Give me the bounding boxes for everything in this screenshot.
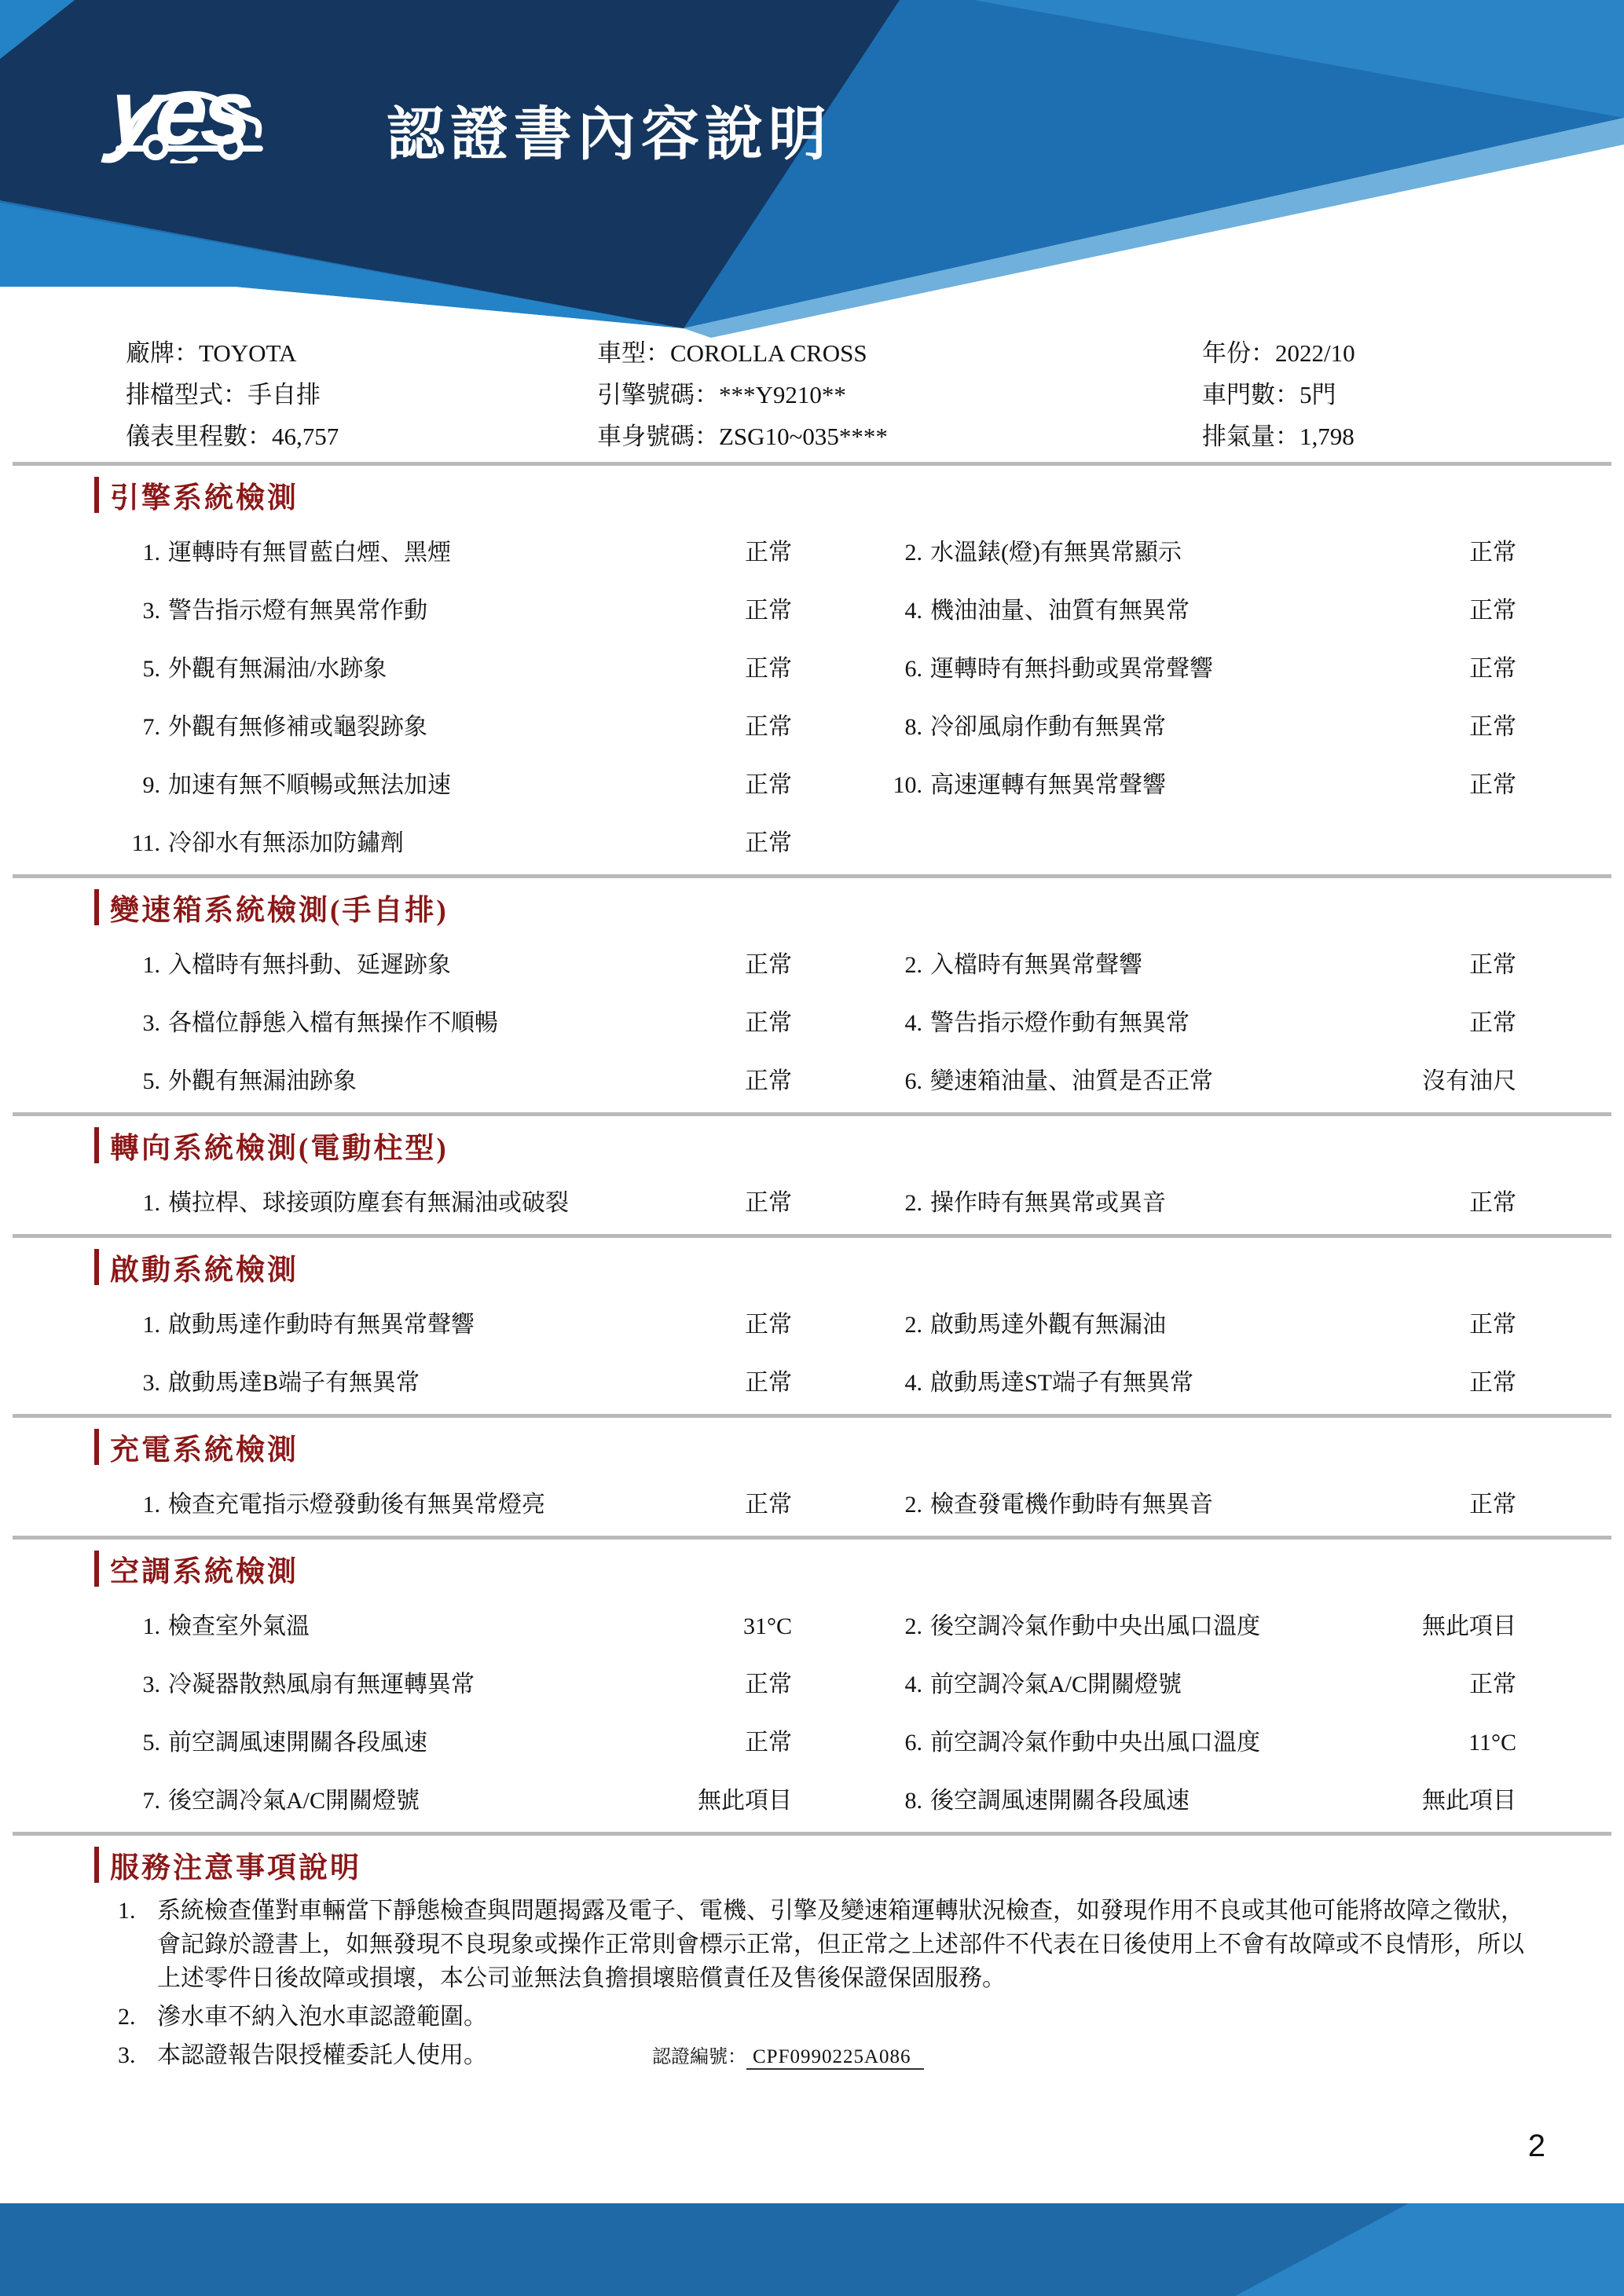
item-label: 變速箱油量、油質是否正常	[930, 1068, 1213, 1094]
item-number: 6.	[904, 656, 922, 682]
item-result: 正常	[1469, 598, 1516, 624]
item-result: 正常	[1469, 1312, 1516, 1338]
item-number: 4.	[904, 1010, 922, 1036]
item-result: 正常	[745, 1010, 792, 1036]
field-label: 年份：	[1202, 339, 1275, 367]
item-number: 4.	[904, 1370, 922, 1396]
item-result: 正常	[1469, 1672, 1516, 1697]
section-title: 啟動系統檢測	[110, 1254, 299, 1287]
check-item	[880, 765, 1516, 800]
vehicle-info-grid	[0, 332, 1624, 457]
item-number: 5.	[142, 656, 160, 682]
check-item	[880, 591, 1516, 625]
field-value: ZSG10~035****	[719, 423, 888, 450]
item-result: 正常	[745, 1730, 792, 1756]
section-divider	[13, 1414, 1611, 1418]
item-result: 正常	[745, 656, 792, 682]
section-header	[94, 1127, 1624, 1163]
section-header	[94, 477, 1624, 513]
section	[0, 1551, 1624, 1827]
check-item	[880, 1061, 1516, 1096]
vehicle-info-field	[126, 374, 597, 416]
item-label: 檢查充電指示燈發動後有無異常燈亮	[168, 1492, 545, 1518]
item-label: 運轉時有無冒藍白煙、黑煙	[168, 540, 451, 566]
section-header	[94, 889, 1624, 925]
section-title: 轉向系統檢測(電動柱型)	[110, 1133, 449, 1165]
notes-header	[94, 1847, 1624, 1883]
item-label: 外觀有無修補或龜裂跡象	[168, 714, 427, 740]
item-number: 2.	[904, 1190, 922, 1216]
notes-section	[0, 1847, 1624, 2074]
check-item	[118, 649, 792, 683]
field-value: TOYOTA	[199, 339, 297, 367]
field-label: 排檔型式：	[126, 381, 247, 408]
section	[0, 1429, 1624, 1531]
item-label: 冷凝器散熱風扇有無運轉異常	[168, 1672, 475, 1697]
note-number: 2.	[118, 2004, 136, 2030]
item-number: 11.	[131, 830, 160, 856]
field-label: 引擎號碼：	[597, 381, 719, 408]
field-label: 儀表里程數：	[126, 423, 272, 450]
check-item	[880, 1305, 1516, 1339]
check-item	[118, 823, 792, 858]
note-number: 3.	[118, 2042, 136, 2068]
note-number: 1.	[118, 1898, 136, 1924]
field-label: 排氣量：	[1202, 423, 1300, 450]
item-label: 啟動馬達B端子有無異常	[168, 1370, 420, 1396]
section-divider	[13, 1536, 1611, 1540]
field-label: 車型：	[597, 339, 670, 367]
item-label: 冷卻風扇作動有無異常	[930, 714, 1166, 740]
item-label: 啟動馬達外觀有無漏油	[930, 1312, 1166, 1338]
certificate-number-field	[652, 2038, 924, 2074]
item-label: 外觀有無漏油跡象	[168, 1068, 357, 1094]
check-item	[118, 1061, 792, 1096]
item-number: 8.	[904, 714, 922, 740]
item-number: 4.	[904, 1672, 922, 1697]
note-text: 本認證報告限授權委託人使用。	[157, 2042, 487, 2068]
item-number: 5.	[142, 1068, 160, 1094]
sections	[0, 462, 1624, 1827]
item-result: 無此項目	[1422, 1613, 1516, 1639]
item-number: 2.	[904, 540, 922, 566]
item-number: 1.	[142, 1190, 160, 1216]
yes-logo	[104, 60, 254, 164]
check-item	[118, 1664, 792, 1699]
field-label: 車門數：	[1202, 381, 1300, 408]
item-label: 機油油量、油質有無異常	[930, 598, 1190, 624]
item-result: 正常	[1469, 1370, 1516, 1396]
check-item	[118, 945, 792, 980]
item-result: 正常	[745, 1312, 792, 1338]
check-item	[880, 1781, 1516, 1815]
item-number: 6.	[904, 1068, 922, 1094]
check-item	[880, 649, 1516, 683]
check-item	[880, 1485, 1516, 1519]
item-label: 啟動馬達ST端子有無異常	[930, 1370, 1194, 1396]
section-divider	[13, 1234, 1611, 1238]
item-result: 正常	[1469, 714, 1516, 740]
check-item	[880, 1003, 1516, 1038]
check-item	[118, 1305, 792, 1339]
item-label: 警告指示燈有無異常作動	[168, 598, 427, 624]
section-title: 服務注意事項說明	[110, 1852, 361, 1884]
item-result: 正常	[745, 714, 792, 740]
section-red-bar	[94, 1847, 99, 1883]
item-label: 後空調冷氣作動中央出風口溫度	[930, 1613, 1260, 1639]
note-text: 滲水車不納入泡水車認證範圍。	[157, 2004, 487, 2030]
certificate-number-value: CPF0990225A086	[746, 2046, 924, 2070]
item-number: 1.	[142, 1312, 160, 1338]
vehicle-info-field	[1202, 374, 1530, 416]
check-item	[880, 1664, 1516, 1699]
field-value: 手自排	[247, 381, 321, 408]
item-result: 正常	[1469, 1492, 1516, 1518]
item-label: 水溫錶(燈)有無異常顯示	[930, 540, 1182, 566]
section-title: 充電系統檢測	[110, 1434, 299, 1467]
item-result: 11°C	[1468, 1730, 1516, 1756]
section-red-bar	[94, 889, 99, 925]
item-number: 3.	[142, 1370, 160, 1396]
footer-band	[0, 2203, 1624, 2296]
check-item	[118, 1485, 792, 1519]
item-number: 7.	[142, 1788, 160, 1814]
item-label: 入檔時有無異常聲響	[930, 952, 1142, 978]
item-result: 正常	[1469, 1010, 1516, 1036]
item-result: 正常	[745, 952, 792, 978]
field-value: COROLLA CROSS	[670, 339, 867, 367]
section-divider	[13, 874, 1611, 878]
check-item	[118, 765, 792, 800]
section-red-bar	[94, 477, 99, 513]
item-number: 8.	[904, 1788, 922, 1814]
item-number: 2.	[904, 1492, 922, 1518]
item-label: 檢查發電機作動時有無異音	[930, 1492, 1213, 1518]
certificate-number-label: 認證編號：	[652, 2047, 746, 2067]
item-result: 正常	[1469, 540, 1516, 566]
item-result: 正常	[1469, 1190, 1516, 1216]
page-number: 2	[1527, 2129, 1545, 2163]
item-label: 冷卻水有無添加防鏽劑	[168, 830, 404, 856]
check-item	[118, 1723, 792, 1757]
item-number: 1.	[142, 1492, 160, 1518]
check-item	[880, 1723, 1516, 1757]
item-number: 4.	[904, 598, 922, 624]
section-title: 變速箱系統檢測(手自排)	[110, 895, 449, 927]
section-header	[94, 1551, 1624, 1587]
car-outline-icon	[115, 69, 264, 163]
item-number: 3.	[142, 1672, 160, 1697]
item-result: 正常	[745, 1068, 792, 1094]
check-item	[880, 1606, 1516, 1641]
check-item	[880, 1183, 1516, 1218]
section-red-bar	[94, 1127, 99, 1163]
item-number: 1.	[142, 952, 160, 978]
field-value: 1,798	[1300, 423, 1355, 450]
item-result: 正常	[745, 1190, 792, 1216]
check-item	[880, 707, 1516, 742]
note-item	[118, 2038, 1530, 2074]
item-result: 正常	[745, 772, 792, 798]
check-item	[118, 1781, 792, 1815]
check-item	[118, 707, 792, 742]
item-result: 正常	[1469, 952, 1516, 978]
section-divider	[13, 462, 1611, 466]
item-number: 3.	[142, 1010, 160, 1036]
item-result: 正常	[745, 1672, 792, 1697]
check-item	[880, 533, 1516, 567]
field-value: 2022/10	[1275, 339, 1355, 367]
check-item	[118, 533, 792, 567]
field-label: 車身號碼：	[597, 423, 719, 450]
check-item	[118, 591, 792, 625]
item-label: 操作時有無異常或異音	[930, 1190, 1166, 1216]
item-label: 入檔時有無抖動、延遲跡象	[168, 952, 451, 978]
page-title: 認證書內容說明	[387, 101, 832, 167]
item-label: 檢查室外氣溫	[168, 1613, 310, 1639]
section-header	[94, 1249, 1624, 1285]
item-label: 橫拉桿、球接頭防塵套有無漏油或破裂	[168, 1190, 569, 1216]
section-red-bar	[94, 1429, 99, 1465]
section	[0, 1127, 1624, 1229]
footer-art	[0, 2203, 1624, 2296]
item-label: 前空調冷氣A/C開關燈號	[930, 1672, 1182, 1697]
item-number: 2.	[904, 1312, 922, 1338]
section-header	[94, 1429, 1624, 1465]
item-result: 正常	[745, 598, 792, 624]
section-divider	[13, 1112, 1611, 1116]
field-value: 46,757	[272, 423, 339, 450]
item-label: 後空調冷氣A/C開關燈號	[168, 1788, 420, 1814]
item-number: 10.	[893, 772, 922, 798]
section-title: 引擎系統檢測	[110, 482, 299, 514]
field-label: 廠牌：	[126, 339, 199, 367]
section	[0, 889, 1624, 1108]
item-label: 各檔位靜態入檔有無操作不順暢	[168, 1010, 498, 1036]
item-result: 正常	[1469, 772, 1516, 798]
item-number: 7.	[142, 714, 160, 740]
item-label: 運轉時有無抖動或異常聲響	[930, 656, 1213, 682]
vehicle-info-field	[1202, 416, 1530, 457]
item-label: 警告指示燈作動有無異常	[930, 1010, 1190, 1036]
item-result: 正常	[745, 1492, 792, 1518]
item-number: 2.	[904, 952, 922, 978]
vehicle-info-field	[126, 416, 597, 457]
item-label: 前空調風速開關各段風速	[168, 1730, 427, 1756]
item-result: 無此項目	[1422, 1788, 1516, 1814]
item-number: 2.	[904, 1613, 922, 1639]
check-item	[118, 1003, 792, 1038]
item-number: 5.	[142, 1730, 160, 1756]
yes-logo-text: yes	[104, 60, 254, 164]
section-red-bar	[94, 1249, 99, 1285]
field-value: ***Y9210**	[719, 381, 846, 408]
vehicle-info-field	[597, 374, 1202, 416]
item-label: 外觀有無漏油/水跡象	[168, 656, 387, 682]
vehicle-info-field	[597, 416, 1202, 457]
item-result: 31°C	[742, 1613, 792, 1639]
item-number: 1.	[142, 1613, 160, 1639]
section-red-bar	[94, 1551, 99, 1587]
item-result: 沒有油尺	[1422, 1068, 1516, 1094]
check-item	[880, 1363, 1516, 1397]
check-item	[118, 1606, 792, 1641]
item-result: 正常	[745, 540, 792, 566]
item-number: 6.	[904, 1730, 922, 1756]
note-text: 系統檢查僅對車輛當下靜態檢查與問題揭露及電子、電機、引擎及變速箱運轉狀況檢查，如發現作用不良或其他可能將故障之徵狀，會記錄於證書上，如無發現不良現象或操作正常則會標示正常，但正常之上述部件不代表在日後使用上不會有故障或不良情形，所以上述零件日後故障或損壞，本公司並無法負擔損壞賠償責任及售後保證保固服務。	[157, 1898, 1524, 1991]
item-label: 加速有無不順暢或無法加速	[168, 772, 451, 798]
item-label: 啟動馬達作動時有無異常聲響	[168, 1312, 475, 1338]
check-item	[118, 1183, 792, 1218]
section-title: 空調系統檢測	[110, 1556, 299, 1588]
check-item	[118, 1363, 792, 1397]
notes-list	[0, 1891, 1624, 2074]
item-result: 正常	[1469, 656, 1516, 682]
item-result: 無此項目	[698, 1788, 792, 1814]
item-label: 後空調風速開關各段風速	[930, 1788, 1190, 1814]
note-item	[118, 2000, 1530, 2034]
item-number: 1.	[142, 540, 160, 566]
item-number: 9.	[142, 772, 160, 798]
check-item	[880, 945, 1516, 980]
banner	[0, 0, 1624, 342]
item-label: 前空調冷氣作動中央出風口溫度	[930, 1730, 1260, 1756]
field-value: 5門	[1300, 381, 1336, 408]
item-label: 高速運轉有無異常聲響	[930, 772, 1166, 798]
section	[0, 477, 1624, 870]
item-result: 正常	[745, 1370, 792, 1396]
section	[0, 1249, 1624, 1409]
item-number: 3.	[142, 598, 160, 624]
item-result: 正常	[745, 830, 792, 856]
section-divider	[13, 1832, 1611, 1836]
note-item	[118, 1894, 1530, 1995]
